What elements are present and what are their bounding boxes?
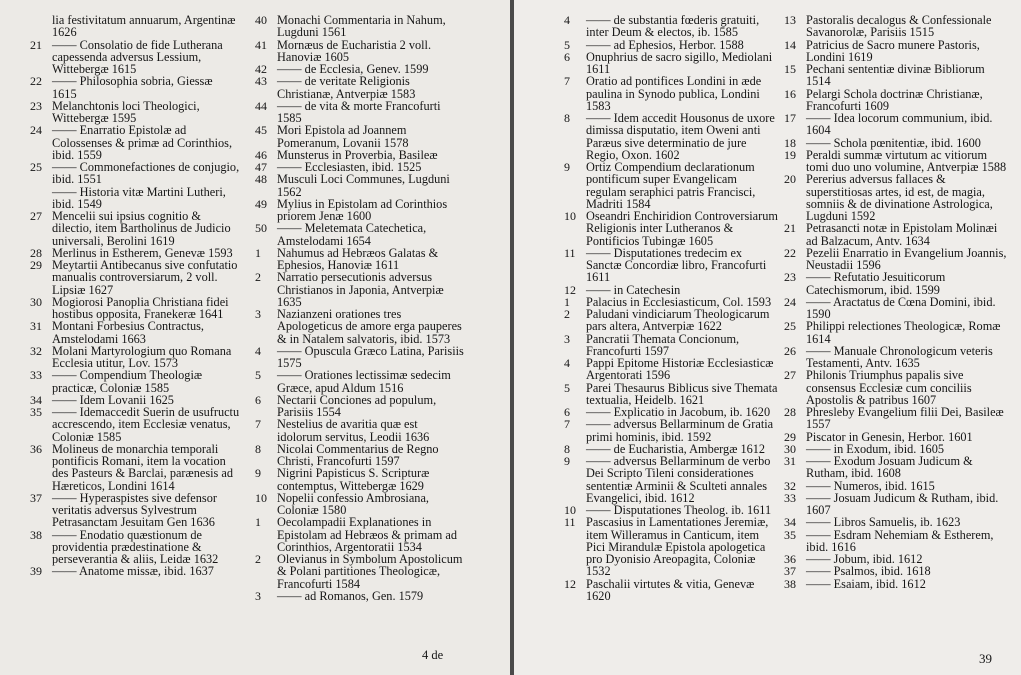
catalog-entry: [30, 369, 240, 394]
left-page-column-1: [30, 14, 240, 578]
entry-text: —— Enarratio Epistolæ ad Colossenses & primæ ad Corinthios, ibid. 1559: [52, 123, 233, 162]
entry-number: 4: [564, 356, 570, 370]
entry-number: 21: [784, 221, 796, 236]
catalog-entry: [784, 247, 1009, 272]
entry-number: 4: [564, 13, 570, 27]
entry-text: —— Historia vitæ Martini Lutheri, ibid. 1549: [52, 184, 226, 211]
catalog-entry: [784, 345, 1009, 370]
entry-text: —— de Eucharistia, Ambergæ 1612: [586, 441, 766, 456]
entry-number: 25: [30, 160, 42, 174]
entry-number: 49: [255, 196, 267, 211]
catalog-entry: [30, 320, 240, 345]
entry-text: Pancratii Themata Concionum, Francofurti 1597: [586, 331, 740, 358]
entry-number: 40: [255, 13, 267, 27]
entry-text: —— Libros Samuelis, ib. 1623: [806, 515, 961, 530]
catalog-entry: [30, 296, 240, 321]
entry-text: —— Consolatio de fide Lutherana capessenda adversus Lessium, Wittebergæ 1615: [52, 37, 223, 76]
entry-text: Merlinus in Estherem, Genevæ 1593: [52, 245, 233, 260]
entry-text: Mylius in Epistolam ad Corinthios priorem Jenæ 1600: [277, 196, 448, 223]
entry-text: —— de veritate Religionis Christianæ, Antverpiæ 1583: [277, 74, 416, 101]
entry-number: 9: [564, 160, 570, 174]
entry-text: —— ad Romanos, Gen. 1579: [277, 588, 424, 603]
entry-text: Pascasius in Lamentationes Jeremiæ, item Willeramus in Canticum, item Pici Mirandulæ Epistola apologetica pro Dyonisio Areopagita, Coloniæ 1532: [586, 515, 769, 579]
catalog-entry: [255, 14, 465, 39]
entry-text: Parei Thesaurus Biblicus sive Themata textualia, Heidelb. 1621: [586, 380, 778, 407]
entry-number: 3: [564, 331, 570, 346]
entry-number: 8: [564, 111, 570, 125]
entry-text: Ortiz Compendium declarationum pontificum super Evangelicam regulam seraphici patris Francisci, Madriti 1584: [586, 160, 756, 211]
catalog-entry: [30, 100, 240, 125]
entry-text: Palacius in Ecclesiasticum, Col. 1593: [586, 294, 772, 309]
catalog-entry: [30, 565, 240, 577]
catalog-entry: [30, 259, 240, 296]
catalog-entry: [784, 173, 1009, 222]
catalog-entry: [784, 112, 1009, 137]
entry-text: —— Anatome missæ, ibid. 1637: [52, 564, 214, 579]
entry-text: —— in Catechesin: [586, 282, 681, 297]
entry-text: Mori Epistola ad Joannem Pomeranum, Lovanii 1578: [277, 123, 409, 150]
catalog-entry: [255, 271, 465, 308]
entry-number: 19: [784, 147, 796, 162]
entry-number: 12: [564, 576, 576, 591]
catalog-entry: [255, 75, 465, 100]
left-page-column-2: [255, 14, 465, 602]
entry-text: —— Meletemata Catechetica, Amstelodami 1654: [277, 221, 427, 248]
right-page: [514, 0, 1021, 675]
catalog-entry: [564, 578, 779, 603]
entry-number: 42: [255, 62, 267, 76]
entry-text: Pererius adversus fallaces & superstitiosas artes, id est, de magia, somniis & de divinatione Astrologica, Lugduni 1592: [806, 172, 993, 223]
entry-text: Paludani vindiciarum Theologicarum pars altera, Antverpiæ 1622: [586, 307, 770, 334]
entry-number: 3: [255, 588, 261, 603]
entry-number: 37: [784, 564, 796, 579]
entry-text: Nopelii confessio Ambrosiana, Coloniæ 1580: [277, 490, 429, 517]
entry-number: 3: [255, 307, 261, 321]
entry-text: Nigrini Papisticus S. Scripturæ contemptus, Wittebergæ 1629: [277, 466, 430, 493]
catalog-entry: [30, 14, 240, 39]
entry-number: 41: [255, 37, 267, 52]
catalog-entry: [255, 443, 465, 468]
entry-number: 34: [784, 515, 796, 530]
entry-number: 32: [784, 478, 796, 493]
entry-number: 5: [255, 368, 261, 383]
catalog-entry: [564, 308, 779, 333]
entry-number: 26: [784, 343, 796, 358]
entry-number: 6: [564, 405, 570, 419]
entry-text: Pelargi Schola doctrinæ Christianæ, Francofurti 1609: [806, 86, 983, 113]
catalog-entry: [784, 578, 1009, 590]
entry-text: Montani Forbesius Contractus, Amstelodami 1663: [52, 319, 204, 346]
entry-number: 46: [255, 147, 267, 162]
catalog-entry: [255, 345, 465, 370]
catalog-entry: [255, 247, 465, 272]
catalog-entry: [255, 39, 465, 64]
entry-number: 23: [30, 98, 42, 113]
catalog-entry: [564, 51, 779, 76]
catalog-entry: [564, 516, 779, 577]
catalog-entry: [784, 406, 1009, 431]
entry-text: —— Esaiam, ibid. 1612: [806, 576, 926, 591]
entry-number: 21: [30, 37, 42, 52]
entry-text: Nahumus ad Hebræos Galatas & Ephesios, Hanoviæ 1611: [277, 245, 439, 272]
entry-number: 33: [30, 368, 42, 383]
entry-text: Monachi Commentaria in Nahum, Lugduni 1561: [277, 13, 446, 40]
catalog-entry: [564, 284, 779, 296]
catalog-entry: [30, 124, 240, 161]
entry-number: 22: [784, 245, 796, 260]
entry-number: 10: [255, 490, 267, 505]
entry-number: 35: [784, 527, 796, 542]
entry-number: 11: [564, 515, 576, 530]
entry-text: —— adversus Bellarminum de Gratia primi hominis, ibid. 1592: [586, 417, 774, 444]
entry-number: 47: [255, 160, 267, 174]
entry-number: 1: [255, 245, 261, 260]
catalog-entry: [564, 357, 779, 382]
entry-number: 8: [564, 441, 570, 456]
catalog-entry: [30, 345, 240, 370]
entry-number: 37: [30, 490, 42, 505]
entry-text: —— Esdram Nehemiam & Estherem, ibid. 1616: [806, 527, 994, 554]
entry-text: Molani Martyrologium quo Romana Ecclesia utitur, Lov. 1573: [52, 343, 232, 370]
entry-number: 25: [784, 319, 796, 334]
entry-number: 31: [30, 319, 42, 334]
entry-text: Onuphrius de sacro sigillo, Mediolani 1611: [586, 49, 773, 76]
entry-text: Mogiorosi Panoplia Christiana fidei hostibus opposita, Franekeræ 1641: [52, 294, 229, 321]
entry-text: Pastoralis decalogus & Confessionale Savanorolæ, Parisiis 1515: [806, 13, 992, 40]
entry-number: 27: [784, 368, 796, 383]
entry-number: 7: [564, 417, 570, 432]
catalog-entry: [564, 333, 779, 358]
catalog-entry: [255, 173, 465, 198]
entry-text: Piscator in Genesin, Herbor. 1601: [806, 429, 973, 444]
entry-number: [30, 186, 52, 211]
entry-text: Narratio persecutionis adversus Christianos in Japonia, Antverpiæ 1635: [277, 270, 444, 309]
entry-text: Pezelii Enarratio in Evangelium Joannis, Neustadii 1596: [806, 245, 1007, 272]
entry-number: 39: [30, 564, 42, 579]
catalog-entry: [564, 112, 779, 161]
catalog-entry: [784, 492, 1009, 517]
entry-text: —— in Exodum, ibid. 1605: [806, 441, 944, 456]
entry-number: 9: [564, 454, 570, 468]
catalog-entry: [30, 75, 240, 100]
entry-text: —— Enodatio quæstionum de providentia prædestinatione & perseverantia & aliis, Leidæ 1632: [52, 527, 219, 566]
entry-number: 36: [30, 441, 42, 456]
entry-number: 24: [30, 123, 42, 138]
entry-number: 2: [255, 552, 261, 566]
catalog-entry: [255, 124, 465, 149]
catalog-entry: [784, 431, 1009, 443]
entry-text: —— Disputationes Theolog. ib. 1611: [586, 503, 772, 517]
entry-text: —— Explicatio in Jacobum, ib. 1620: [586, 405, 771, 419]
entry-text: —— Exodum Josuam Judicum & Rutham, ibid. 1608: [806, 454, 973, 481]
entry-text: —— Hyperaspistes sive defensor veritatis adversus Sylvestrum Petrasanctam Jesuitam Gen 1636: [52, 490, 217, 530]
entry-text: Mencelii sui ipsius cognitio & dilectio, item Bartholinus de Judicio universali, Berolini 1619: [52, 209, 231, 248]
entry-number: 45: [255, 123, 267, 138]
entry-number: 10: [564, 209, 576, 223]
entry-number: 34: [30, 392, 42, 407]
catalog-entry: [784, 137, 1009, 149]
entry-text: —— Disputationes tredecim ex Sanctæ Concordiæ libro, Francofurti 1611: [586, 245, 767, 285]
entry-text: Phresleby Evangelium filii Dei, Basileæ 1557: [806, 405, 1004, 432]
entry-text: Mornæus de Eucharistia 2 voll. Hanoviæ 1605: [277, 37, 432, 64]
catalog-entry: [784, 149, 1009, 174]
catalog-entry: [564, 455, 779, 504]
entry-text: —— Jobum, ibid. 1612: [806, 552, 923, 566]
entry-number: 22: [30, 74, 42, 89]
entry-number: 5: [564, 380, 570, 395]
entry-text: —— Numeros, ibid. 1615: [806, 478, 935, 493]
catalog-entry: [564, 382, 779, 407]
entry-number: 18: [784, 135, 796, 150]
catalog-entry: [784, 369, 1009, 406]
catalog-entry: [564, 161, 779, 210]
entry-number: 32: [30, 343, 42, 358]
catalog-entry: [255, 553, 465, 590]
entry-text: Nestelius de avaritia quæ est idolorum servitus, Leodii 1636: [277, 417, 430, 444]
entry-text: Oseandri Enchiridion Controversiarum Religionis inter Lutheranos & Pontificios Tubingæ 1605: [586, 209, 778, 248]
catalog-entry: [784, 88, 1009, 113]
entry-number: 14: [784, 37, 796, 52]
entry-number: 23: [784, 270, 796, 285]
entry-text: Oecolampadii Explanationes in Epistolam ad Hebræos & primam ad Corinthios, Argentoratii 1534: [277, 515, 457, 554]
entry-text: —— Schola pœnitentiæ, ibid. 1600: [806, 135, 981, 150]
entry-number: [30, 14, 52, 39]
catalog-entry: [255, 467, 465, 492]
entry-number: 29: [30, 258, 42, 272]
entry-number: 35: [30, 405, 42, 419]
catalog-entry: [30, 39, 240, 76]
entry-text: Pechani sententiæ divinæ Bibliorum 1514: [806, 62, 985, 89]
entry-number: 30: [784, 441, 796, 456]
entry-text: Philippi relectiones Theologicæ, Romæ 1614: [806, 319, 1001, 346]
entry-number: 20: [784, 172, 796, 187]
entry-number: 12: [564, 282, 576, 297]
entry-text: Nectarii Conciones ad populum, Parisiis 1554: [277, 392, 437, 419]
entry-number: 7: [255, 417, 261, 432]
entry-text: —— de Ecclesia, Genev. 1599: [277, 62, 429, 76]
catalog-entry: [255, 418, 465, 443]
catalog-entry: [30, 492, 240, 529]
catalog-entry: [255, 590, 465, 602]
entry-text: —— Psalmos, ibid. 1618: [806, 564, 931, 579]
entry-number: 44: [255, 98, 267, 113]
entry-text: —— Idem accedit Housonus de uxore dimissa disputatio, item Oweni anti Paræus sive determinatio de jure Regio, Oxon. 1602: [586, 111, 775, 162]
catalog-entry: [255, 222, 465, 247]
entry-text: —— Compendium Theologiæ practicæ, Coloniæ 1585: [52, 368, 203, 395]
entry-text: Melanchtonis loci Theologici, Wittebergæ 1595: [52, 98, 200, 125]
entry-text: —— Philosophia sobria, Giessæ 1615: [52, 74, 213, 101]
catalog-entry: [784, 222, 1009, 247]
left-page: [0, 0, 510, 675]
entry-text: Petrasancti notæ in Epistolam Molinæi ad Balzacum, Antv. 1634: [806, 221, 998, 248]
entry-text: —— Refutatio Jesuiticorum Catechismorum, ibid. 1599: [806, 270, 946, 297]
entry-number: 31: [784, 454, 796, 468]
catalog-entry: [564, 39, 779, 51]
entry-text: —— Commonefactiones de conjugio, ibid. 1551: [52, 160, 240, 187]
catalog-entry: [30, 210, 240, 247]
entry-text: Munsterus in Proverbia, Basileæ: [277, 147, 438, 162]
entry-number: 2: [564, 307, 570, 321]
catalog-entry: [255, 369, 465, 394]
entry-text: Peraldi summæ virtutum ac vitiorum tomi duo uno volumine, Antverpiæ 1588: [806, 147, 1007, 174]
entry-number: 33: [784, 490, 796, 505]
entry-number: 13: [784, 13, 796, 27]
entry-text: —— Josuam Judicum & Rutham, ibid. 1607: [806, 490, 999, 517]
catalog-entry: [255, 492, 465, 517]
catalog-entry: [564, 75, 779, 112]
entry-number: 8: [255, 441, 261, 456]
entry-text: —— Ecclesiasten, ibid. 1525: [277, 160, 422, 174]
entry-number: 27: [30, 209, 42, 223]
entry-number: 6: [564, 49, 570, 64]
catalog-entry: [784, 296, 1009, 321]
catalog-entry: [564, 247, 779, 284]
entry-number: 28: [30, 245, 42, 260]
catalog-entry: [784, 14, 1009, 39]
entry-text: Molineus de monarchia temporali pontificis Romani, item la vocation des Pasteurs & Barclai, parænesis ad Hæreticos, Londini 1614: [52, 441, 233, 493]
entry-number: 4: [255, 343, 261, 358]
catalog-entry: [255, 516, 465, 553]
entry-number: 9: [255, 466, 261, 481]
entry-text: Nicolai Commentarius de Regno Christi, Francofurti 1597: [277, 441, 439, 468]
catalog-entry: [255, 394, 465, 419]
entry-number: 10: [564, 503, 576, 517]
entry-text: Oratio ad pontifices Londini in æde paulina in Synodo publica, Londini 1583: [586, 74, 762, 113]
catalog-entry: [784, 516, 1009, 528]
entry-text: —— Opuscula Græco Latina, Parisiis 1575: [277, 343, 464, 370]
catalog-entry: [784, 529, 1009, 554]
entry-text: Musculi Loci Communes, Lugduni 1562: [277, 172, 450, 199]
entry-text: —— adversus Bellarminum de verbo Dei Scripto Tileni considerationes sententiæ Arminii & Sculteti annales Evangelici, ibid. 1612: [586, 454, 771, 505]
entry-text: Meytartii Antibecanus sive confutatio manualis controversiarum, 2 voll. Lipsiæ 1627: [52, 258, 238, 297]
entry-number: 2: [255, 270, 261, 285]
entry-text: —— de vita & morte Francofurti 1585: [277, 98, 441, 125]
entry-number: 15: [784, 62, 796, 76]
catalog-entry: [564, 14, 779, 39]
entry-text: Philonis Triumphus papalis sive consensus Ecclesiæ cum conciliis Apostolis & patribus 1607: [806, 368, 972, 407]
entry-number: 38: [784, 576, 796, 591]
catalog-entry: [30, 443, 240, 492]
entry-text: Olevianus in Symbolum Apostolicum & Polani partitiones Theologicæ, Francofurti 1584: [277, 552, 463, 591]
entry-number: 1: [564, 294, 570, 309]
entry-text: —— ad Ephesios, Herbor. 1588: [586, 37, 744, 52]
catalog-entry: [784, 39, 1009, 64]
entry-number: 36: [784, 552, 796, 566]
entry-text: —— Idem Lovanii 1625: [52, 392, 174, 407]
entry-text: —— Manuale Chronologicum veteris Testamenti, Antv. 1635: [806, 343, 993, 370]
catalog-entry: [784, 271, 1009, 296]
catalog-entry: [30, 161, 240, 186]
entry-number: 50: [255, 221, 267, 236]
entry-number: 24: [784, 294, 796, 309]
entry-text: Pappi Epitome Historiæ Ecclesiasticæ Argentorati 1596: [586, 356, 774, 383]
entry-number: 5: [564, 37, 570, 52]
entry-number: 43: [255, 74, 267, 89]
entry-text: —— Idea locorum communium, ibid. 1604: [806, 111, 993, 138]
entry-text: —— Aractatus de Cœna Domini, ibid. 1590: [806, 294, 996, 321]
entry-number: 29: [784, 429, 796, 444]
catalog-entry: [30, 186, 240, 211]
entry-text: lia festivitatum annuarum, Argentinæ 1626: [52, 13, 236, 40]
entry-text: Patricius de Sacro munere Pastoris, Londini 1619: [806, 37, 980, 64]
entry-number: 6: [255, 392, 261, 407]
entry-number: 30: [30, 294, 42, 309]
catalog-entry: [784, 63, 1009, 88]
entry-number: 7: [564, 74, 570, 89]
entry-text: Paschalii virtutes & vitia, Genevæ 1620: [586, 576, 755, 603]
catchword: 4 de: [422, 648, 444, 662]
catalog-entry: [564, 418, 779, 443]
entry-text: Nazianzeni orationes tres Apologeticus de amore erga pauperes & in Natalem salvatoris, ibid. 1573: [277, 307, 462, 346]
entry-number: 28: [784, 405, 796, 419]
catalog-entry: [255, 308, 465, 345]
entry-number: 16: [784, 86, 796, 101]
right-page-column-2: [784, 14, 1009, 590]
catalog-entry: [30, 406, 240, 443]
catalog-entry: [784, 480, 1009, 492]
catalog-entry: [564, 210, 779, 247]
catalog-entry: [30, 529, 240, 566]
entry-text: —— Orationes lectissimæ sedecim Græce, apud Aldum 1516: [277, 368, 451, 395]
catalog-entry: [255, 100, 465, 125]
entry-number: 17: [784, 111, 796, 125]
right-page-column-1: [564, 14, 779, 602]
catalog-entry: [784, 320, 1009, 345]
page-number: 39: [979, 651, 992, 666]
catalog-entry: [255, 198, 465, 223]
entry-number: 38: [30, 527, 42, 542]
catalog-entry: [784, 455, 1009, 480]
catalog-entry: [784, 565, 1009, 577]
entry-number: 48: [255, 172, 267, 187]
entry-number: 1: [255, 515, 261, 530]
entry-text: —— de substantia fœderis gratuiti, inter Deum & electos, ib. 1585: [586, 13, 760, 40]
entry-number: 11: [564, 245, 576, 260]
entry-text: —— Idemaccedit Suerin de usufructu accrescendo, item Ecclesiæ venatus, Coloniæ 1585: [52, 405, 240, 444]
